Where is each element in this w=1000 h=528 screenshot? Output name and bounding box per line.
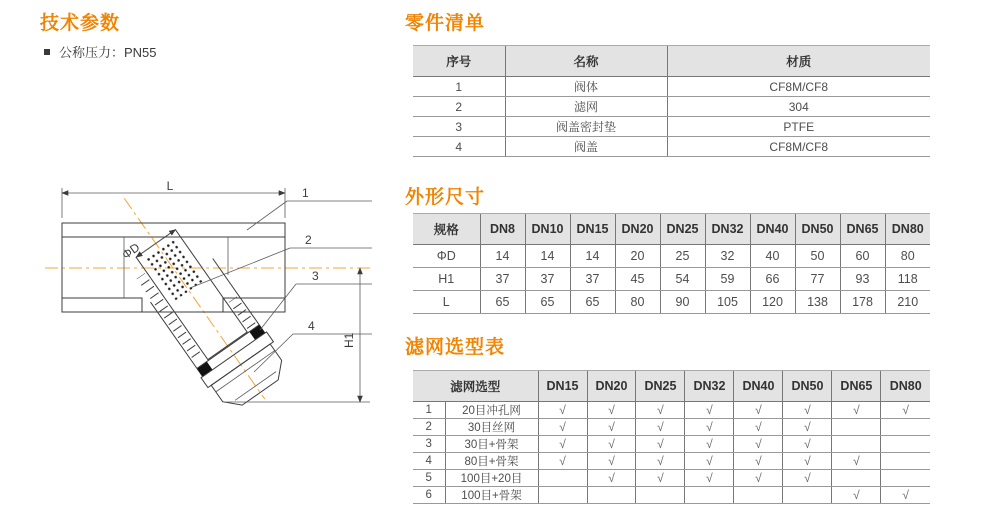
selection-no-cell: 5	[413, 470, 445, 487]
dims-cell: 80	[615, 291, 660, 314]
parts-cell: 3	[413, 117, 505, 137]
dims-cell: ΦD	[413, 245, 480, 268]
selection-check-cell: √	[587, 436, 636, 453]
selection-check-cell: √	[734, 419, 783, 436]
tech-params-item	[44, 42, 157, 61]
table-row	[413, 97, 930, 117]
dims-cell: 77	[795, 268, 840, 291]
selection-empty-cell	[636, 487, 685, 504]
table-row	[413, 419, 930, 436]
dims-cell: H1	[413, 268, 480, 291]
dim-label-h1: H1	[342, 332, 356, 348]
selection-no-cell: 2	[413, 419, 445, 436]
selection-check-cell: √	[538, 453, 587, 470]
dimensions-table	[413, 213, 930, 314]
dims-header-cell: DN8	[480, 214, 525, 245]
selection-empty-cell	[832, 419, 881, 436]
selection-dn-header-cell: DN20	[587, 371, 636, 402]
selection-check-cell: √	[734, 470, 783, 487]
dims-cell: 50	[795, 245, 840, 268]
parts-cell: 304	[667, 97, 930, 117]
selection-empty-cell	[685, 487, 734, 504]
tech-params-title: 技术参数	[40, 13, 121, 34]
table-row	[413, 137, 930, 157]
selection-check-cell: √	[832, 402, 881, 419]
dims-cell: 80	[885, 245, 930, 268]
dims-cell: 14	[570, 245, 615, 268]
dims-header-cell: DN15	[570, 214, 615, 245]
dims-cell: 93	[840, 268, 885, 291]
selection-dn-header-cell: DN50	[783, 371, 832, 402]
selection-check-cell: √	[538, 436, 587, 453]
selection-check-cell: √	[832, 453, 881, 470]
selection-dn-header-cell: DN32	[685, 371, 734, 402]
selection-dn-header-cell: DN80	[881, 371, 930, 402]
svg-text:3: 3	[312, 269, 319, 283]
selection-check-cell: √	[685, 402, 734, 419]
dims-cell: L	[413, 291, 480, 314]
selection-dn-header-cell: DN65	[832, 371, 881, 402]
selection-check-cell: √	[685, 453, 734, 470]
table-row	[413, 453, 930, 470]
dims-header-cell: DN32	[705, 214, 750, 245]
selection-empty-cell	[832, 470, 881, 487]
selection-name-cell: 100目+20目	[445, 470, 538, 487]
selection-name-cell: 30目丝网	[445, 419, 538, 436]
callout-3	[260, 269, 372, 330]
dims-cell: 120	[750, 291, 795, 314]
strainer-selection-table	[413, 370, 930, 504]
selection-empty-cell	[734, 487, 783, 504]
table-row	[413, 245, 930, 268]
selection-check-cell: √	[538, 419, 587, 436]
strainer-branch	[91, 180, 297, 422]
dims-cell: 59	[705, 268, 750, 291]
dims-cell: 105	[705, 291, 750, 314]
selection-check-cell: √	[783, 470, 832, 487]
selection-empty-cell	[881, 419, 930, 436]
parts-header-cell: 材质	[667, 46, 930, 77]
dims-cell: 45	[615, 268, 660, 291]
parts-cell: 1	[413, 77, 505, 97]
selection-check-cell: √	[538, 402, 587, 419]
callout-2	[190, 233, 372, 288]
svg-text:2: 2	[305, 233, 312, 247]
parts-header-cell: 名称	[505, 46, 667, 77]
dims-cell: 65	[480, 291, 525, 314]
table-row	[413, 268, 930, 291]
table-row	[413, 291, 930, 314]
dims-cell: 40	[750, 245, 795, 268]
dims-cell: 210	[885, 291, 930, 314]
strainer-selection-title: 滤网选型表	[405, 337, 506, 358]
table-row	[413, 402, 930, 419]
dims-cell: 37	[480, 268, 525, 291]
parts-cell: 阀盖	[505, 137, 667, 157]
selection-check-cell: √	[783, 419, 832, 436]
selection-check-cell: √	[881, 487, 930, 504]
dims-cell: 66	[750, 268, 795, 291]
parts-cell: 阀盖密封垫	[505, 117, 667, 137]
dims-header-cell: DN65	[840, 214, 885, 245]
selection-no-cell: 3	[413, 436, 445, 453]
parts-cell: 2	[413, 97, 505, 117]
table-row	[413, 487, 930, 504]
bonnet-gasket	[197, 362, 213, 377]
selection-name-cell: 100目+骨架	[445, 487, 538, 504]
selection-empty-cell	[881, 436, 930, 453]
branch-centerline	[124, 198, 265, 399]
selection-group-header-cell: 滤网选型	[413, 371, 538, 402]
selection-check-cell: √	[636, 436, 685, 453]
dims-header-cell: DN50	[795, 214, 840, 245]
selection-check-cell: √	[881, 402, 930, 419]
selection-check-cell: √	[734, 453, 783, 470]
table-row	[413, 77, 930, 97]
selection-name-cell: 80目+骨架	[445, 453, 538, 470]
selection-check-cell: √	[783, 436, 832, 453]
bullet-square-icon	[44, 49, 50, 55]
dims-header-cell: 规格	[413, 214, 480, 245]
svg-text:4: 4	[308, 319, 315, 333]
table-row	[413, 436, 930, 453]
parts-cell: CF8M/CF8	[667, 77, 930, 97]
selection-empty-cell	[538, 487, 587, 504]
selection-empty-cell	[783, 487, 832, 504]
dims-cell: 118	[885, 268, 930, 291]
dims-header-cell: DN10	[525, 214, 570, 245]
dim-label-l: L	[166, 180, 174, 193]
selection-check-cell: √	[587, 419, 636, 436]
dims-cell: 90	[660, 291, 705, 314]
selection-check-cell: √	[636, 419, 685, 436]
dims-cell: 60	[840, 245, 885, 268]
selection-dn-header-cell: DN40	[734, 371, 783, 402]
selection-no-cell: 1	[413, 402, 445, 419]
dims-cell: 65	[570, 291, 615, 314]
dims-cell: 178	[840, 291, 885, 314]
parts-cell: 阀体	[505, 77, 667, 97]
selection-check-cell: √	[783, 402, 832, 419]
selection-dn-header-cell: DN15	[538, 371, 587, 402]
parts-cell: 4	[413, 137, 505, 157]
table-row	[413, 117, 930, 137]
selection-check-cell: √	[685, 419, 734, 436]
svg-text:1: 1	[302, 186, 309, 200]
selection-check-cell: √	[783, 453, 832, 470]
dims-header-cell: DN25	[660, 214, 705, 245]
selection-check-cell: √	[685, 470, 734, 487]
selection-dn-header-cell: DN25	[636, 371, 685, 402]
parts-cell: 滤网	[505, 97, 667, 117]
dims-cell: 138	[795, 291, 840, 314]
body-wall-hatch-top	[62, 223, 285, 237]
parts-list-table	[413, 45, 930, 157]
selection-empty-cell	[587, 487, 636, 504]
dims-cell: 14	[525, 245, 570, 268]
nominal-pressure-text: 公称压力：PN55	[59, 45, 157, 60]
table-row	[413, 470, 930, 487]
selection-empty-cell	[881, 453, 930, 470]
body-wall-hatch-bottom-left	[62, 298, 142, 312]
selection-name-cell: 30目+骨架	[445, 436, 538, 453]
parts-header-cell: 序号	[413, 46, 505, 77]
dim-label-phi-d: ΦD	[119, 240, 143, 263]
parts-cell: CF8M/CF8	[667, 137, 930, 157]
selection-empty-cell	[832, 436, 881, 453]
selection-check-cell: √	[636, 402, 685, 419]
parts-cell: PTFE	[667, 117, 930, 137]
dims-cell: 20	[615, 245, 660, 268]
dims-cell: 37	[570, 268, 615, 291]
selection-check-cell: √	[636, 470, 685, 487]
dims-cell: 65	[525, 291, 570, 314]
dims-header-cell: DN20	[615, 214, 660, 245]
dimensions-title: 外形尺寸	[405, 187, 486, 208]
selection-empty-cell	[538, 470, 587, 487]
selection-check-cell: √	[587, 470, 636, 487]
dims-cell: 14	[480, 245, 525, 268]
selection-check-cell: √	[685, 436, 734, 453]
selection-name-cell: 20目冲孔网	[445, 402, 538, 419]
selection-no-cell: 6	[413, 487, 445, 504]
dims-header-cell: DN40	[750, 214, 795, 245]
dims-cell: 25	[660, 245, 705, 268]
selection-check-cell: √	[587, 453, 636, 470]
dims-header-cell: DN80	[885, 214, 930, 245]
dims-cell: 54	[660, 268, 705, 291]
parts-list-title: 零件清单	[405, 13, 486, 34]
selection-check-cell: √	[636, 453, 685, 470]
selection-empty-cell	[881, 470, 930, 487]
selection-check-cell: √	[734, 436, 783, 453]
valve-section-drawing	[40, 180, 385, 435]
selection-no-cell: 4	[413, 453, 445, 470]
selection-check-cell: √	[734, 402, 783, 419]
selection-check-cell: √	[587, 402, 636, 419]
dims-cell: 37	[525, 268, 570, 291]
selection-check-cell: √	[832, 487, 881, 504]
dims-cell: 32	[705, 245, 750, 268]
